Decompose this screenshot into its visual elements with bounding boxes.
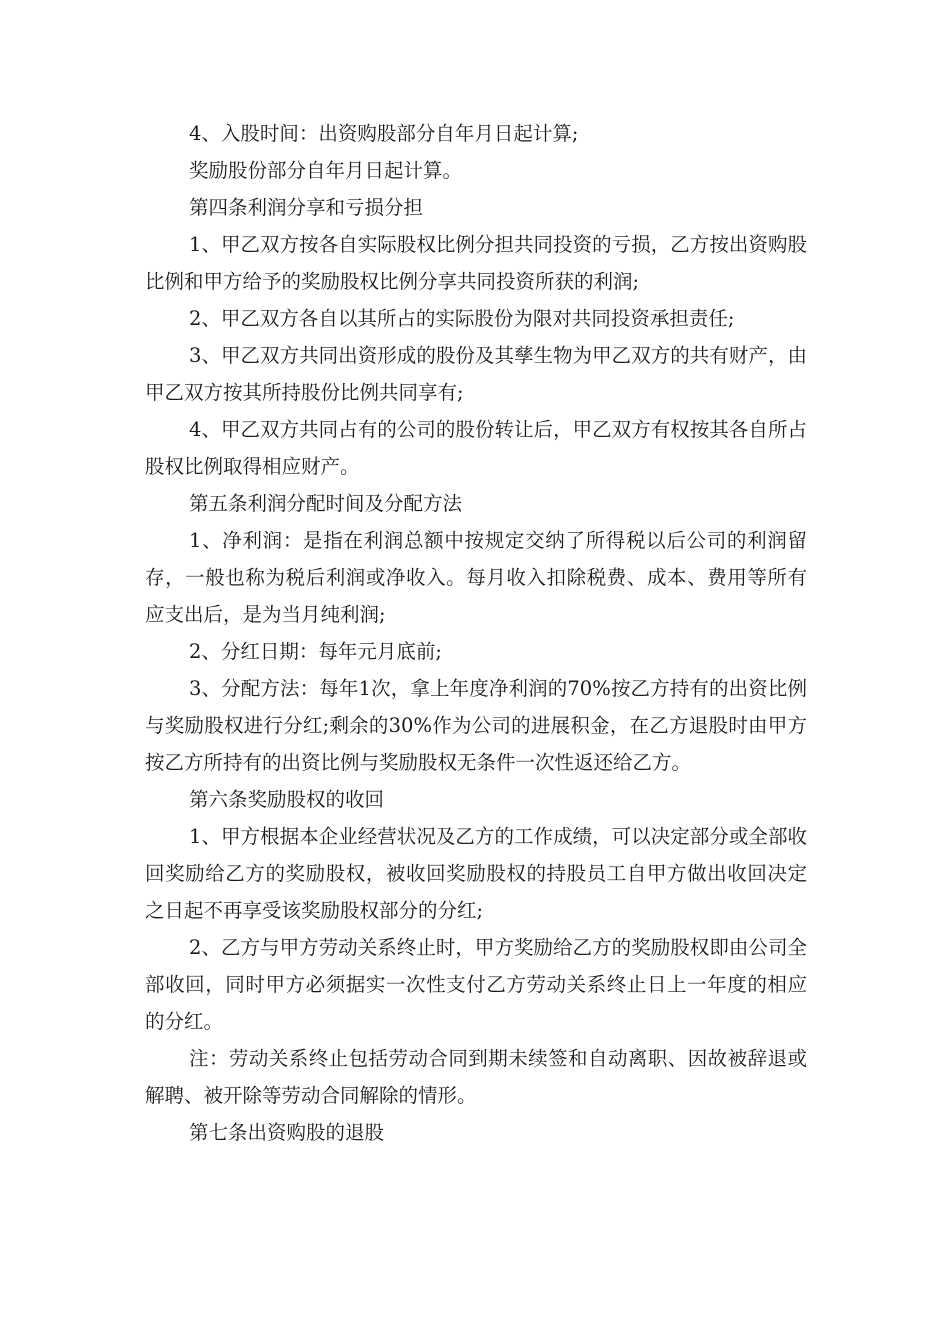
- section-heading: 第四条利润分享和亏损分担: [189, 196, 424, 219]
- paragraph: 3、甲乙双方共同出资形成的股份及其孳生物为甲乙双方的共有财产，由甲乙双方按其所持股份比例共同享有;: [145, 344, 807, 404]
- section-heading: 第六条奖励股权的收回: [189, 788, 385, 811]
- paragraph: 2、甲乙双方各自以其所占的实际股份为限对共同投资承担责任;: [189, 307, 735, 330]
- paragraph: 2、分红日期：每年元月底前;: [189, 640, 442, 663]
- paragraph: 3、分配方法：每年1次，拿上年度净利润的70%按乙方持有的出资比例与奖励股权进行分红;剩余的30%作为公司的进展积金，在乙方退股时由甲方按乙方所持有的出资比例与奖励股权无条件一次性返还给乙方。: [145, 677, 807, 774]
- paragraph: 注：劳动关系终止包括劳动合同到期未续签和自动离职、因故被辞退或解聘、被开除等劳动合同解除的情形。: [145, 1047, 807, 1107]
- paragraph: 奖励股份部分自年月日起计算。: [189, 159, 463, 182]
- paragraph: 1、净利润：是指在利润总额中按规定交纳了所得税以后公司的利润留存，一般也称为税后利润或净收入。每月收入扣除税费、成本、费用等所有应支出后，是为当月纯利润;: [145, 529, 807, 626]
- paragraph: 1、甲乙双方按各自实际股权比例分担共同投资的亏损，乙方按出资购股比例和甲方给予的奖励股权比例分享共同投资所获的利润;: [145, 233, 807, 293]
- paragraph: 4、甲乙双方共同占有的公司的股份转让后，甲乙双方有权按其各自所占股权比例取得相应财产。: [145, 418, 807, 478]
- section-heading: 第五条利润分配时间及分配方法: [189, 492, 463, 515]
- paragraph: 4、入股时间：出资购股部分自年月日起计算;: [189, 122, 579, 145]
- section-heading: 第七条出资购股的退股: [189, 1121, 385, 1144]
- paragraph: 2、乙方与甲方劳动关系终止时，甲方奖励给乙方的奖励股权即由公司全部收回，同时甲方必须据实一次性支付乙方劳动关系终止日上一年度的相应的分红。: [145, 936, 807, 1033]
- paragraph: 1、甲方根据本企业经营状况及乙方的工作成绩，可以决定部分或全部收回奖励给乙方的奖励股权，被收回奖励股权的持股员工自甲方做出收回决定之日起不再享受该奖励股权部分的分红;: [145, 825, 807, 922]
- document-page: [145, 115, 807, 1151]
